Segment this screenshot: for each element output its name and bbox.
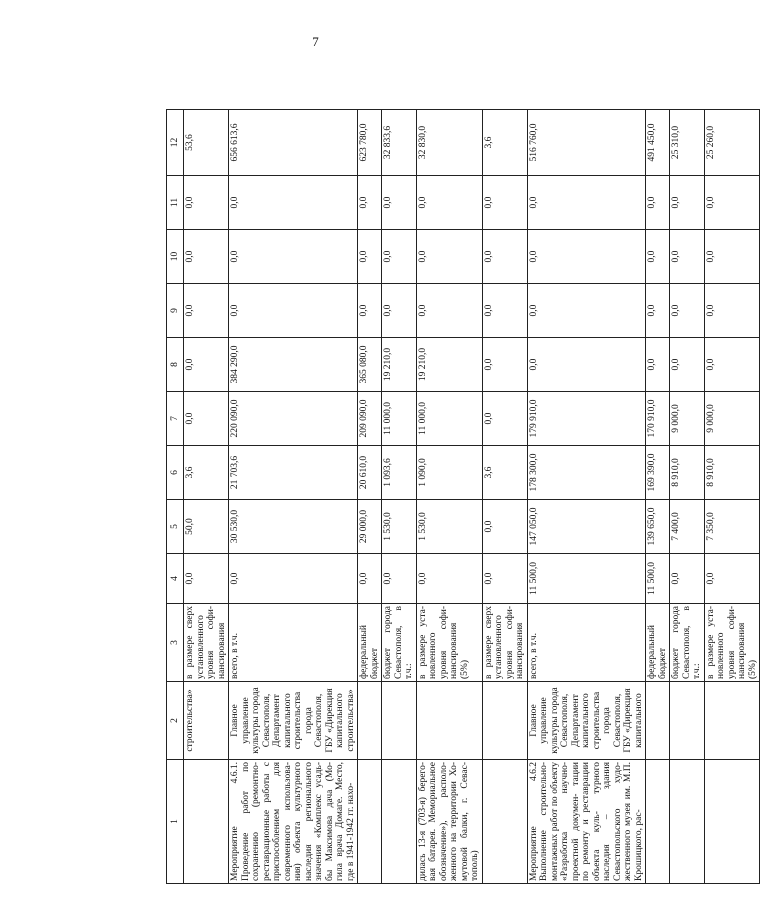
value-cell: 3,6: [482, 110, 527, 176]
value-cell: 0,0: [184, 392, 229, 446]
value-cell: 0,0: [382, 284, 417, 338]
value-cell: 53,6: [184, 110, 229, 176]
value-cell: 1 093,6: [382, 446, 417, 500]
value-cell: 9 000,0: [670, 392, 705, 446]
value-cell: 0,0: [184, 338, 229, 392]
page-number: 7: [312, 34, 319, 49]
value-cell: 0,0: [229, 230, 358, 284]
value-cell: 11 000,0: [382, 392, 417, 446]
value-cell: 491 450,0: [646, 110, 670, 176]
activity-cell: [358, 760, 382, 884]
value-cell: 0,0: [416, 176, 482, 230]
activity-cell: [670, 760, 705, 884]
value-cell: 0,0: [416, 230, 482, 284]
value-cell: 0,0: [358, 230, 382, 284]
value-cell: 365 080,0: [358, 338, 382, 392]
value-cell: 169 390,0: [646, 446, 670, 500]
header-cell: 2: [167, 682, 184, 760]
value-cell: 0,0: [358, 176, 382, 230]
activity-cell: [482, 760, 527, 884]
value-cell: 0,0: [229, 554, 358, 604]
executor-cell: [670, 682, 705, 760]
source-cell: всего, в т.ч.: [527, 604, 646, 682]
activity-cell: дилась 13-я (703-я) берего- вая батарея. Мемориальное обозначение»), располо- женного на территории Хо- мутовой балки, г. Севас- тополь): [416, 760, 482, 884]
value-cell: 0,0: [704, 284, 760, 338]
value-cell: 0,0: [527, 176, 646, 230]
value-cell: 0,0: [382, 176, 417, 230]
value-cell: 147 050,0: [527, 500, 646, 554]
table-row: [527, 110, 646, 884]
value-cell: 0,0: [670, 284, 705, 338]
value-cell: 25 310,0: [670, 110, 705, 176]
value-cell: 19 210,0: [382, 338, 417, 392]
value-cell: 0,0: [704, 338, 760, 392]
value-cell: 516 760,0: [527, 110, 646, 176]
executor-cell: [358, 682, 382, 760]
executor-cell: [416, 682, 482, 760]
header-cell: 11: [167, 176, 184, 230]
value-cell: 0,0: [482, 176, 527, 230]
executor-cell: строительства»: [184, 682, 229, 760]
value-cell: 0,0: [482, 554, 527, 604]
value-cell: 11 500,0: [527, 554, 646, 604]
header-cell: 6: [167, 446, 184, 500]
value-cell: 19 210,0: [416, 338, 482, 392]
value-cell: 0,0: [646, 284, 670, 338]
source-cell: федеральный бюджет: [646, 604, 670, 682]
value-cell: 8 910,0: [704, 446, 760, 500]
value-cell: 25 260,0: [704, 110, 760, 176]
value-cell: 0,0: [527, 230, 646, 284]
budget-table: [166, 109, 760, 884]
value-cell: 178 300,0: [527, 446, 646, 500]
value-cell: 3,6: [184, 446, 229, 500]
header-cell: 12: [167, 110, 184, 176]
table-row: [670, 110, 705, 884]
value-cell: 0,0: [482, 500, 527, 554]
value-cell: 30 530,0: [229, 500, 358, 554]
value-cell: 7 400,0: [670, 500, 705, 554]
value-cell: 656 613,6: [229, 110, 358, 176]
table-row: [704, 110, 760, 884]
value-cell: 0,0: [382, 230, 417, 284]
value-cell: 0,0: [416, 554, 482, 604]
source-cell: в размере уста- новленного уровня софи- нансирования (5%): [416, 604, 482, 682]
value-cell: 220 090,0: [229, 392, 358, 446]
value-cell: 9 000,0: [704, 392, 760, 446]
value-cell: 0,0: [646, 338, 670, 392]
value-cell: 11 500,0: [646, 554, 670, 604]
header-cell: 8: [167, 338, 184, 392]
header-row: [167, 110, 184, 884]
source-cell: федеральный бюджет: [358, 604, 382, 682]
activity-cell: Мероприятие 4.6.2 Выполнение строительно- монтажных работ по объекту «Разработка научно-проектной докумен- тации по ремонту и реставрации объекта куль- турного наследия – здания Севастопольского худо- жественного музея им. М.П. Крошицкого, рас-: [527, 760, 646, 884]
table-row: [358, 110, 382, 884]
value-cell: 3,6: [482, 446, 527, 500]
value-cell: 50,0: [184, 500, 229, 554]
table-row: [229, 110, 358, 884]
source-cell: в размере уста- новленного уровня софи- нансирования (5%): [704, 604, 760, 682]
header-cell: 9: [167, 284, 184, 338]
value-cell: 0,0: [482, 338, 527, 392]
value-cell: 0,0: [646, 176, 670, 230]
value-cell: 0,0: [358, 554, 382, 604]
value-cell: 170 910,0: [646, 392, 670, 446]
table-row: [184, 110, 229, 884]
value-cell: 0,0: [704, 230, 760, 284]
value-cell: 179 910,0: [527, 392, 646, 446]
value-cell: 0,0: [358, 284, 382, 338]
value-cell: 0,0: [670, 554, 705, 604]
header-cell: 3: [167, 604, 184, 682]
rotated-table-container: [166, 110, 758, 884]
activity-cell: [646, 760, 670, 884]
source-cell: в размере сверх установленного уровня софи- нансирования: [482, 604, 527, 682]
header-cell: 10: [167, 230, 184, 284]
value-cell: 139 650,0: [646, 500, 670, 554]
value-cell: 0,0: [646, 230, 670, 284]
header-cell: 7: [167, 392, 184, 446]
value-cell: 21 703,6: [229, 446, 358, 500]
value-cell: 1 530,0: [382, 500, 417, 554]
activity-cell: [704, 760, 760, 884]
source-cell: бюджет города Севастополя, в т.ч.:: [670, 604, 705, 682]
value-cell: 0,0: [382, 554, 417, 604]
value-cell: 20 610,0: [358, 446, 382, 500]
value-cell: 0,0: [527, 284, 646, 338]
value-cell: 0,0: [482, 284, 527, 338]
value-cell: 29 000,0: [358, 500, 382, 554]
activity-cell: Мероприятие 4.6.1. Проведение работ по сохранению (ремонтно- реставрационные работы с приспособлением для современного использова- ния) объекта культурного наследия регионального значения «Комплекс усадь- бы Максимова дача (Мо- гила врача Домаге. Место, где в 1941-1942 гг. нахо-: [229, 760, 358, 884]
source-cell: бюджет города Севастополя, в т.ч.:: [382, 604, 417, 682]
value-cell: 0,0: [184, 176, 229, 230]
executor-cell: Главное управление культуры города Севастополя, Департамент капитального строительства города Севастополя, ГБУ «Дирекция капитального: [527, 682, 646, 760]
value-cell: 0,0: [229, 284, 358, 338]
executor-cell: [482, 682, 527, 760]
header-cell: 5: [167, 500, 184, 554]
value-cell: 209 090,0: [358, 392, 382, 446]
executor-cell: [704, 682, 760, 760]
value-cell: 0,0: [670, 176, 705, 230]
value-cell: 0,0: [184, 284, 229, 338]
source-cell: в размере сверх установленного уровня софи- нансирования: [184, 604, 229, 682]
value-cell: 8 910,0: [670, 446, 705, 500]
value-cell: 1 090,0: [416, 446, 482, 500]
table-row: [482, 110, 527, 884]
table-body: [184, 110, 760, 884]
table-row: [382, 110, 417, 884]
executor-cell: Главное управление культуры города Севастополя, Департамент капитального строительства города Севастополя, ГБУ «Дирекция капитального строительства»: [229, 682, 358, 760]
value-cell: 0,0: [527, 338, 646, 392]
value-cell: 0,0: [416, 284, 482, 338]
value-cell: 1 530,0: [416, 500, 482, 554]
value-cell: 384 290,0: [229, 338, 358, 392]
value-cell: 623 780,0: [358, 110, 382, 176]
table-row: [416, 110, 482, 884]
value-cell: 32 833,6: [382, 110, 417, 176]
value-cell: 11 000,0: [416, 392, 482, 446]
value-cell: 0,0: [184, 554, 229, 604]
value-cell: 0,0: [704, 176, 760, 230]
value-cell: 0,0: [670, 338, 705, 392]
value-cell: 0,0: [184, 230, 229, 284]
header-cell: 4: [167, 554, 184, 604]
header-cell: 1: [167, 760, 184, 884]
executor-cell: [382, 682, 417, 760]
value-cell: 0,0: [670, 230, 705, 284]
value-cell: 0,0: [482, 392, 527, 446]
value-cell: 7 350,0: [704, 500, 760, 554]
executor-cell: [646, 682, 670, 760]
value-cell: 0,0: [229, 176, 358, 230]
value-cell: 32 830,0: [416, 110, 482, 176]
activity-cell: [184, 760, 229, 884]
activity-cell: [382, 760, 417, 884]
source-cell: всего, в т.ч.: [229, 604, 358, 682]
value-cell: 0,0: [482, 230, 527, 284]
value-cell: 0,0: [704, 554, 760, 604]
table-row: [646, 110, 670, 884]
